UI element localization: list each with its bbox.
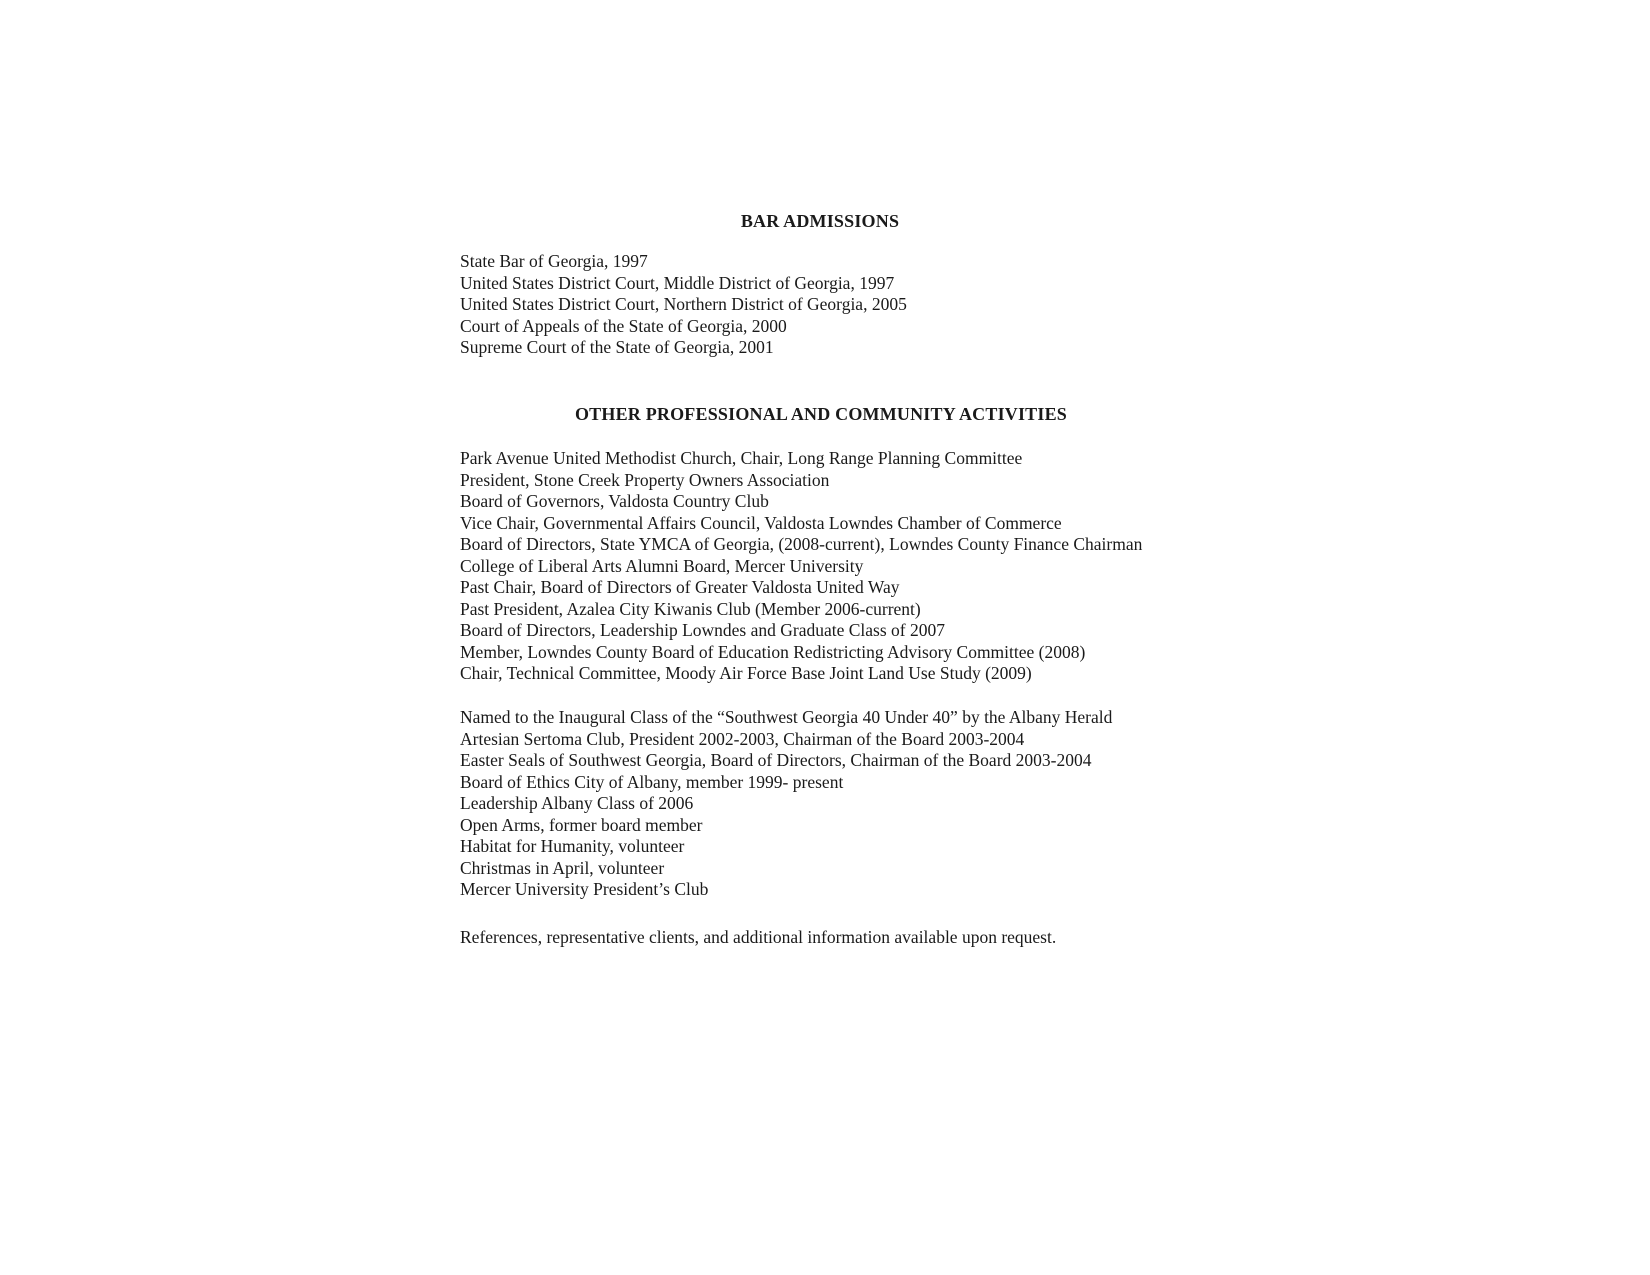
bar-admissions-list bbox=[460, 251, 907, 359]
activity-item: Vice Chair, Governmental Affairs Council, Valdosta Lowndes Chamber of Commerce bbox=[460, 512, 1062, 533]
bar-admission-item: Supreme Court of the State of Georgia, 2001 bbox=[460, 337, 774, 357]
activity-item: Park Avenue United Methodist Church, Chair, Long Range Planning Committee bbox=[460, 448, 1023, 468]
bar-admission-item: United States District Court, Middle District of Georgia, 1997 bbox=[460, 272, 895, 293]
bar-admission-item: United States District Court, Northern District of Georgia, 2005 bbox=[460, 294, 907, 314]
additional-activity-item: Named to the Inaugural Class of the “Southwest Georgia 40 Under 40” by the Albany Herald bbox=[460, 707, 1113, 727]
activity-item: College of Liberal Arts Alumni Board, Mercer University bbox=[460, 555, 864, 576]
bar-admissions-heading: BAR ADMISSIONS bbox=[740, 211, 900, 231]
activity-item: Board of Directors, State YMCA of Georgia, (2008-current), Lowndes County Finance Chairman bbox=[460, 534, 1143, 554]
additional-activity-item: Mercer University President’s Club bbox=[460, 879, 709, 899]
activity-item: President, Stone Creek Property Owners Association bbox=[460, 469, 830, 490]
activity-item: Board of Governors, Valdosta Country Club bbox=[460, 491, 769, 511]
closing-statement: References, representative clients, and additional information available upon request. bbox=[460, 927, 1057, 947]
activity-item: Board of Directors, Leadership Lowndes and Graduate Class of 2007 bbox=[460, 620, 946, 640]
activity-item: Past Chair, Board of Directors of Greater Valdosta United Way bbox=[460, 577, 900, 597]
additional-activity-item: Habitat for Humanity, volunteer bbox=[460, 836, 685, 856]
additional-activity-item: Board of Ethics City of Albany, member 1999- present bbox=[460, 771, 844, 792]
bar-admission-item: State Bar of Georgia, 1997 bbox=[460, 251, 648, 271]
activity-item: Past President, Azalea City Kiwanis Club (Member 2006-current) bbox=[460, 598, 921, 619]
additional-activity-item: Open Arms, former board member bbox=[460, 814, 703, 835]
bar-admission-item: Court of Appeals of the State of Georgia, 2000 bbox=[460, 315, 787, 336]
activity-item: Member, Lowndes County Board of Education Redistricting Advisory Committee (2008) bbox=[460, 641, 1086, 662]
additional-activity-item: Artesian Sertoma Club, President 2002-2003, Chairman of the Board 2003-2004 bbox=[460, 728, 1025, 749]
activity-item: Chair, Technical Committee, Moody Air Force Base Joint Land Use Study (2009) bbox=[460, 663, 1032, 683]
additional-activity-item: Christmas in April, volunteer bbox=[460, 857, 665, 878]
activities-list bbox=[460, 448, 1142, 685]
additional-activity-item: Leadership Albany Class of 2006 bbox=[460, 793, 694, 813]
additional-activities-list bbox=[460, 707, 1112, 901]
additional-activity-item: Easter Seals of Southwest Georgia, Board of Directors, Chairman of the Board 2003-2004 bbox=[460, 750, 1092, 770]
activities-heading: OTHER PROFESSIONAL AND COMMUNITY ACTIVITIES bbox=[574, 404, 1068, 424]
